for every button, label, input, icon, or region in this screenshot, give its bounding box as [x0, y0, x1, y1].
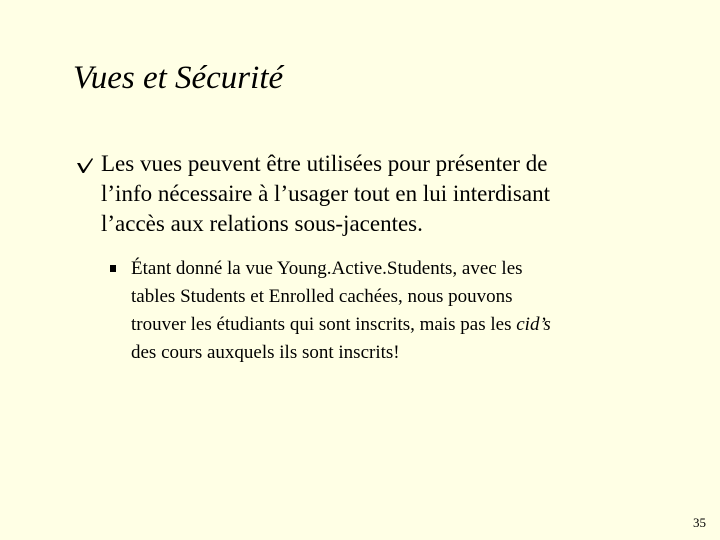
- bullet-line: l’info nécessaire à l’usager tout en lui interdisant: [101, 181, 550, 206]
- sub-bullet-line: Étant donné la vue Young.Active.Students, avec les: [131, 258, 523, 279]
- page-number: 35: [693, 515, 706, 530]
- checkmark-glyph: [75, 155, 95, 175]
- sub-bullet-line: des cours auxquels ils sont inscrits!: [131, 342, 400, 363]
- sub-bullet-line: tables Students et Enrolled cachées, nous pouvons: [131, 286, 513, 307]
- square-bullet-icon: [110, 265, 116, 272]
- checkmark-icon: [75, 155, 95, 175]
- sub-bullet-text: trouver les étudiants qui sont inscrits, mais pas les: [131, 314, 517, 335]
- sub-bullet-paragraph: [131, 255, 701, 367]
- bullet-line: Les vues peuvent être utilisées pour présenter de: [101, 151, 548, 176]
- bullet-line: l’accès aux relations sous-jacentes.: [101, 211, 423, 236]
- cids-term: cid’s: [516, 314, 551, 335]
- bullet-paragraph: [101, 149, 701, 239]
- slide-title: Vues et Sécurité: [73, 60, 284, 96]
- sub-bullet-line: [131, 311, 701, 339]
